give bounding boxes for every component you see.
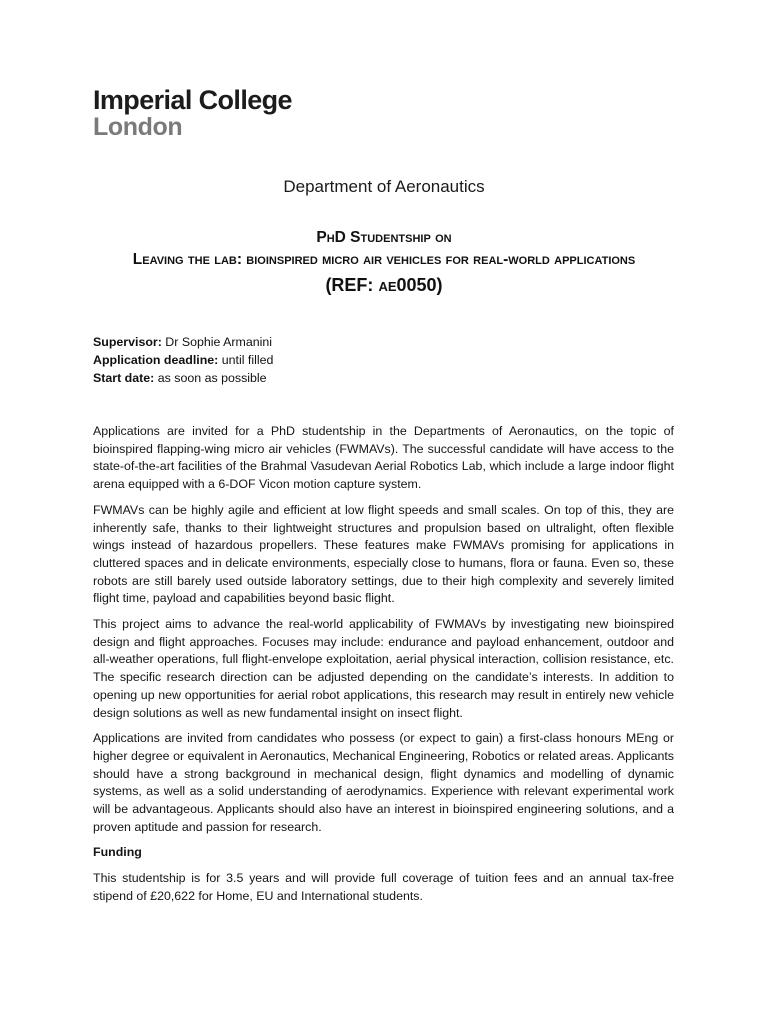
- start-date-label: Start date:: [93, 371, 155, 385]
- ref-number: 0050): [396, 275, 443, 295]
- paragraph-requirements: Applications are invited from candidates who possess (or expect to gain) a first-class honours MEng or higher degree or equivalent in Aeronautics, Mechanical Engineering, Robotics or related areas. Applicants should have a strong background in mechanical design, flight dynamics and modelling of dynamic systems, as well as a solid understanding of aerodynamics. Experience with relevant experimental work will be advantageous. Applicants should also have an interest in bioinspired engineering solutions, and a proven aptitude and passion for research.: [93, 731, 674, 834]
- title-line-1: PhD Studentship on: [316, 229, 452, 246]
- department-heading: Department of Aeronautics: [283, 177, 485, 196]
- reference-code: [80, 272, 688, 298]
- funding-heading: Funding: [93, 845, 142, 860]
- logo-line-2: London: [93, 113, 183, 141]
- ref-code: ae: [378, 275, 397, 295]
- logo-line-1: Imperial College: [93, 85, 292, 115]
- ref-prefix: (REF:: [325, 275, 379, 295]
- supervisor-line: [93, 333, 273, 351]
- paragraph-project-aims: This project aims to advance the real-world applicability of FWMAVs by investigating new bioinspired design and flight approaches. Focuses may include: endurance and payload enhancement, outdoor and all-weather operations, full flight-envelope exploitation, aerial physical interaction, collision resistance, etc. The specific research direction can be adjusted depending on the candidate’s interests. In addition to opening up new opportunities for aerial robot applications, this research may result in entirely new vehicle design solutions as well as new fundamental insight on insect flight.: [93, 617, 674, 720]
- studentship-details: [93, 333, 273, 387]
- imperial-college-logo: [93, 86, 292, 140]
- paragraph-funding: This studentship is for 3.5 years and will provide full coverage of tuition fees and an annual tax-free stipend of £20,622 for Home, EU and International students.: [93, 871, 674, 903]
- paragraph-intro: Applications are invited for a PhD studentship in the Departments of Aeronautics, on the topic of bioinspired flapping-wing micro air vehicles (FWMAVs). The successful candidate will have access to the state-of-the-art facilities of the Brahmal Vasudevan Aerial Robotics Lab, which include a large indoor flight arena equipped with a 6-DOF Vicon motion capture system.: [93, 424, 674, 492]
- title-line-2: Leaving the lab: bioinspired micro air vehicles for real-world applications: [132, 251, 636, 268]
- studentship-title: [80, 226, 688, 298]
- paragraph-fwmavs: FWMAVs can be highly agile and efficient at low flight speeds and small scales. On top of this, they are inherently safe, thanks to their lightweight structures and propulsion based on ultralight, often flexible wings instead of hazardous propellers. These features make FWMAVs promising for applications in cluttered spaces and in delicate environments, especially close to humans, flora or fauna. Even so, these robots are still barely used outside laboratory settings, due to their high complexity and severely limited flight time, payload and capabilities beyond basic flight.: [93, 502, 674, 606]
- start-date-line: [93, 369, 273, 387]
- start-date-value: as soon as possible: [154, 371, 267, 385]
- deadline-value: until filled: [218, 353, 274, 367]
- document-body: [93, 423, 674, 914]
- supervisor-value: Dr Sophie Armanini: [161, 335, 273, 349]
- supervisor-label: Supervisor:: [93, 335, 162, 349]
- deadline-label: Application deadline:: [93, 353, 219, 367]
- deadline-line: [93, 351, 273, 369]
